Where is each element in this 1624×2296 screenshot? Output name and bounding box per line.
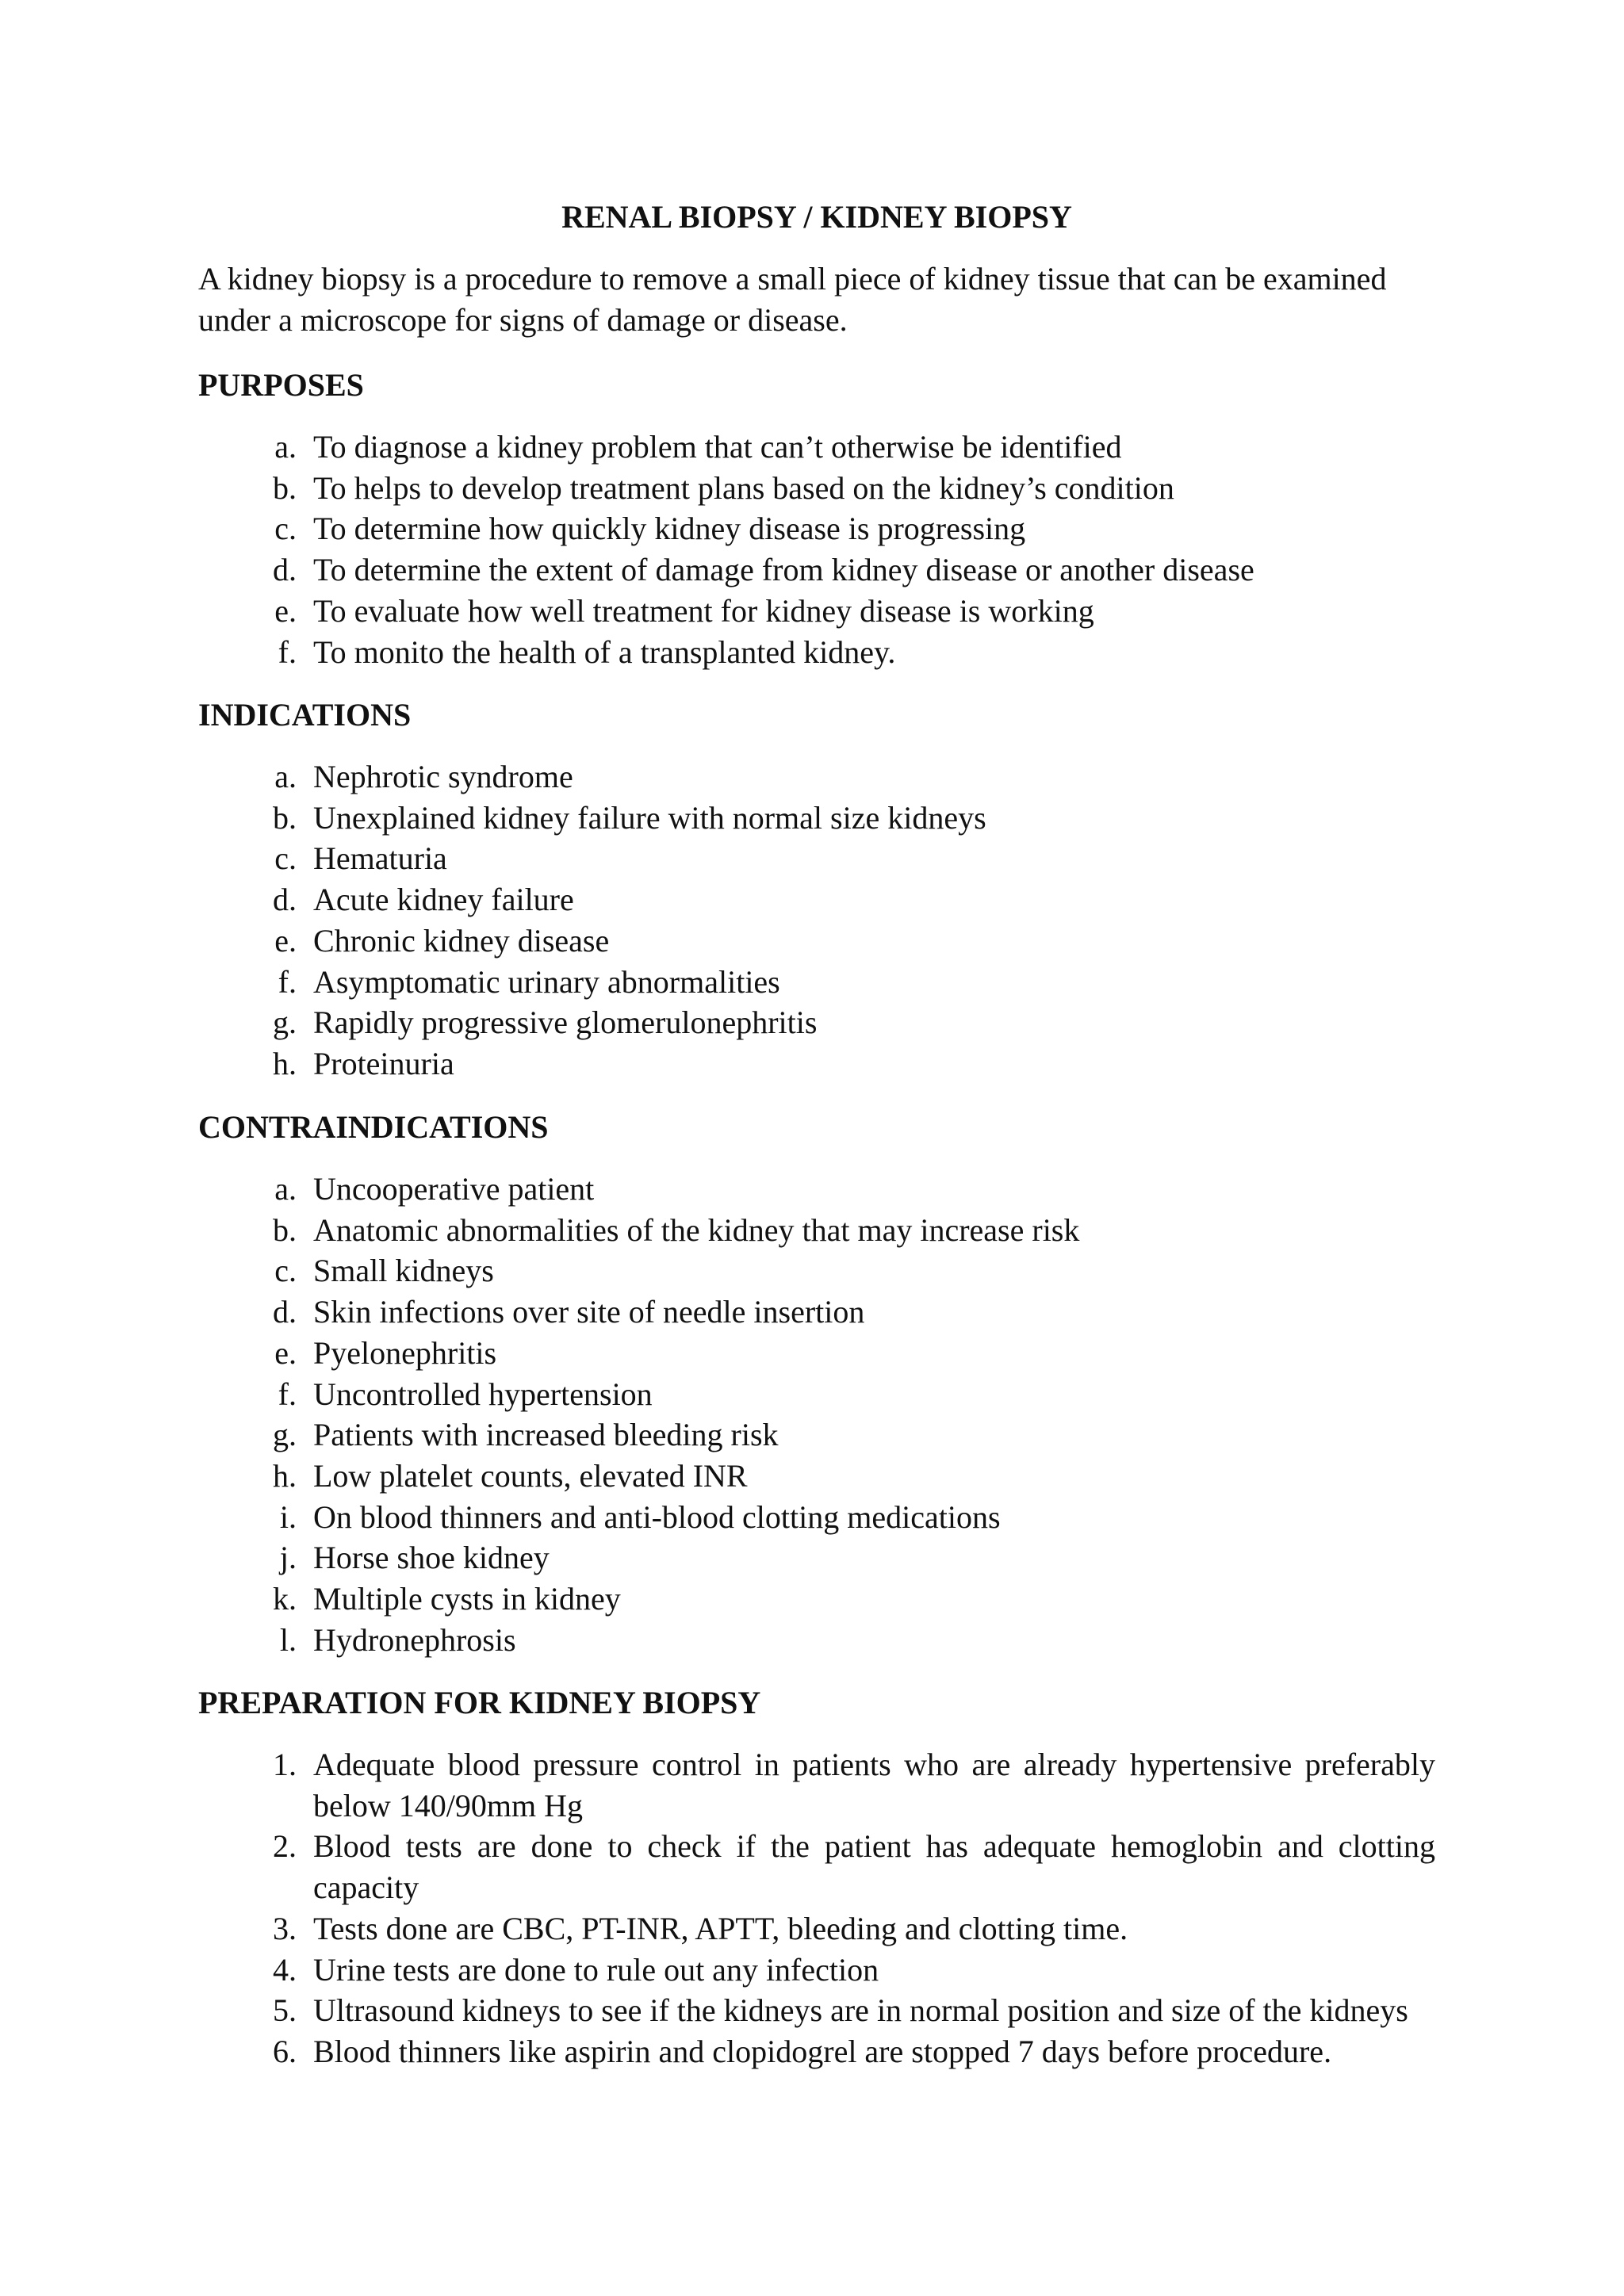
list-item: a. To diagnose a kidney problem that can’t otherwise be identified — [274, 429, 1122, 465]
list-item: 5. Ultrasound kidneys to see if the kidneys are in normal position and size of the kidneys — [273, 1992, 1408, 2029]
list-item: e. To evaluate how well treatment for kidney disease is working — [274, 592, 1094, 629]
list-item: a. Nephrotic syndrome — [274, 759, 573, 794]
list-item: 3. Tests done are CBC, PT-INR, APTT, bleeding and clotting time. — [273, 1910, 1128, 1946]
contraindications-heading: CONTRAINDICATIONS — [198, 1109, 549, 1145]
preparation-heading: PREPARATION FOR KIDNEY BIOPSY — [198, 1685, 761, 1720]
list-item: h. Proteinuria — [273, 1045, 454, 1081]
purposes-list — [198, 427, 1435, 672]
list-item: 6. Blood thinners like aspirin and clopidogrel are stopped 7 days before procedure. — [273, 2033, 1332, 2069]
indications-heading: INDICATIONS — [198, 697, 412, 733]
list-item: g. Patients with increased bleeding risk — [273, 1417, 779, 1453]
list-item: f. To monito the health of a transplanted kidney. — [278, 633, 896, 670]
list-item: b. To helps to develop treatment plans based on the kidney’s condition — [273, 469, 1174, 506]
list-item: c. To determine how quickly kidney disease is progressing — [274, 511, 1026, 547]
list-item: 2. Blood tests are done to check if the patient has adequate hemoglobin and clotting capacity — [273, 1828, 1435, 1906]
list-item: e. Chronic kidney disease — [274, 922, 610, 959]
list-item: f. Asymptomatic urinary abnormalities — [278, 963, 780, 1000]
list-item: a. Uncooperative patient — [274, 1171, 595, 1207]
list-item: b. Unexplained kidney failure with normal size kidneys — [273, 799, 986, 836]
list-item: d. To determine the extent of damage from kidney disease or another disease — [273, 552, 1254, 588]
list-item: c. Small kidneys — [274, 1253, 494, 1289]
list-item: g. Rapidly progressive glomerulonephritis — [273, 1004, 818, 1041]
list-item: e. Pyelonephritis — [274, 1334, 497, 1371]
preparation-list — [198, 1744, 1435, 2072]
list-item: l. Hydronephrosis — [279, 1621, 516, 1658]
contraindications-list — [198, 1169, 1435, 1660]
list-item: k. Multiple cysts in kidney — [273, 1581, 621, 1617]
document-title: RENAL BIOPSY / KIDNEY BIOPSY — [561, 199, 1072, 235]
list-item: i. On blood thinners and anti-blood clotting medications — [279, 1498, 1001, 1535]
list-item: c. Hematuria — [274, 840, 447, 877]
list-item: b. Anatomic abnormalities of the kidney that may increase risk — [273, 1211, 1080, 1248]
list-item: f. Uncontrolled hypertension — [278, 1376, 653, 1412]
purposes-heading: PURPOSES — [198, 367, 364, 403]
intro-paragraph: A kidney biopsy is a procedure to remove a small piece of kidney tissue that can be examined under a microscope for signs of damage or disease. — [198, 261, 1387, 338]
list-item: 1. Adequate blood pressure control in patients who are already hypertensive preferably below 140/90mm Hg — [273, 1747, 1435, 1823]
list-item: d. Acute kidney failure — [273, 882, 574, 918]
list-item: 4. Urine tests are done to rule out any infection — [273, 1951, 879, 1988]
indications-list — [198, 756, 1435, 1085]
list-item: j. Horse shoe kidney — [279, 1540, 550, 1576]
list-item: h. Low platelet counts, elevated INR — [273, 1457, 748, 1494]
list-item: d. Skin infections over site of needle insertion — [273, 1294, 865, 1330]
